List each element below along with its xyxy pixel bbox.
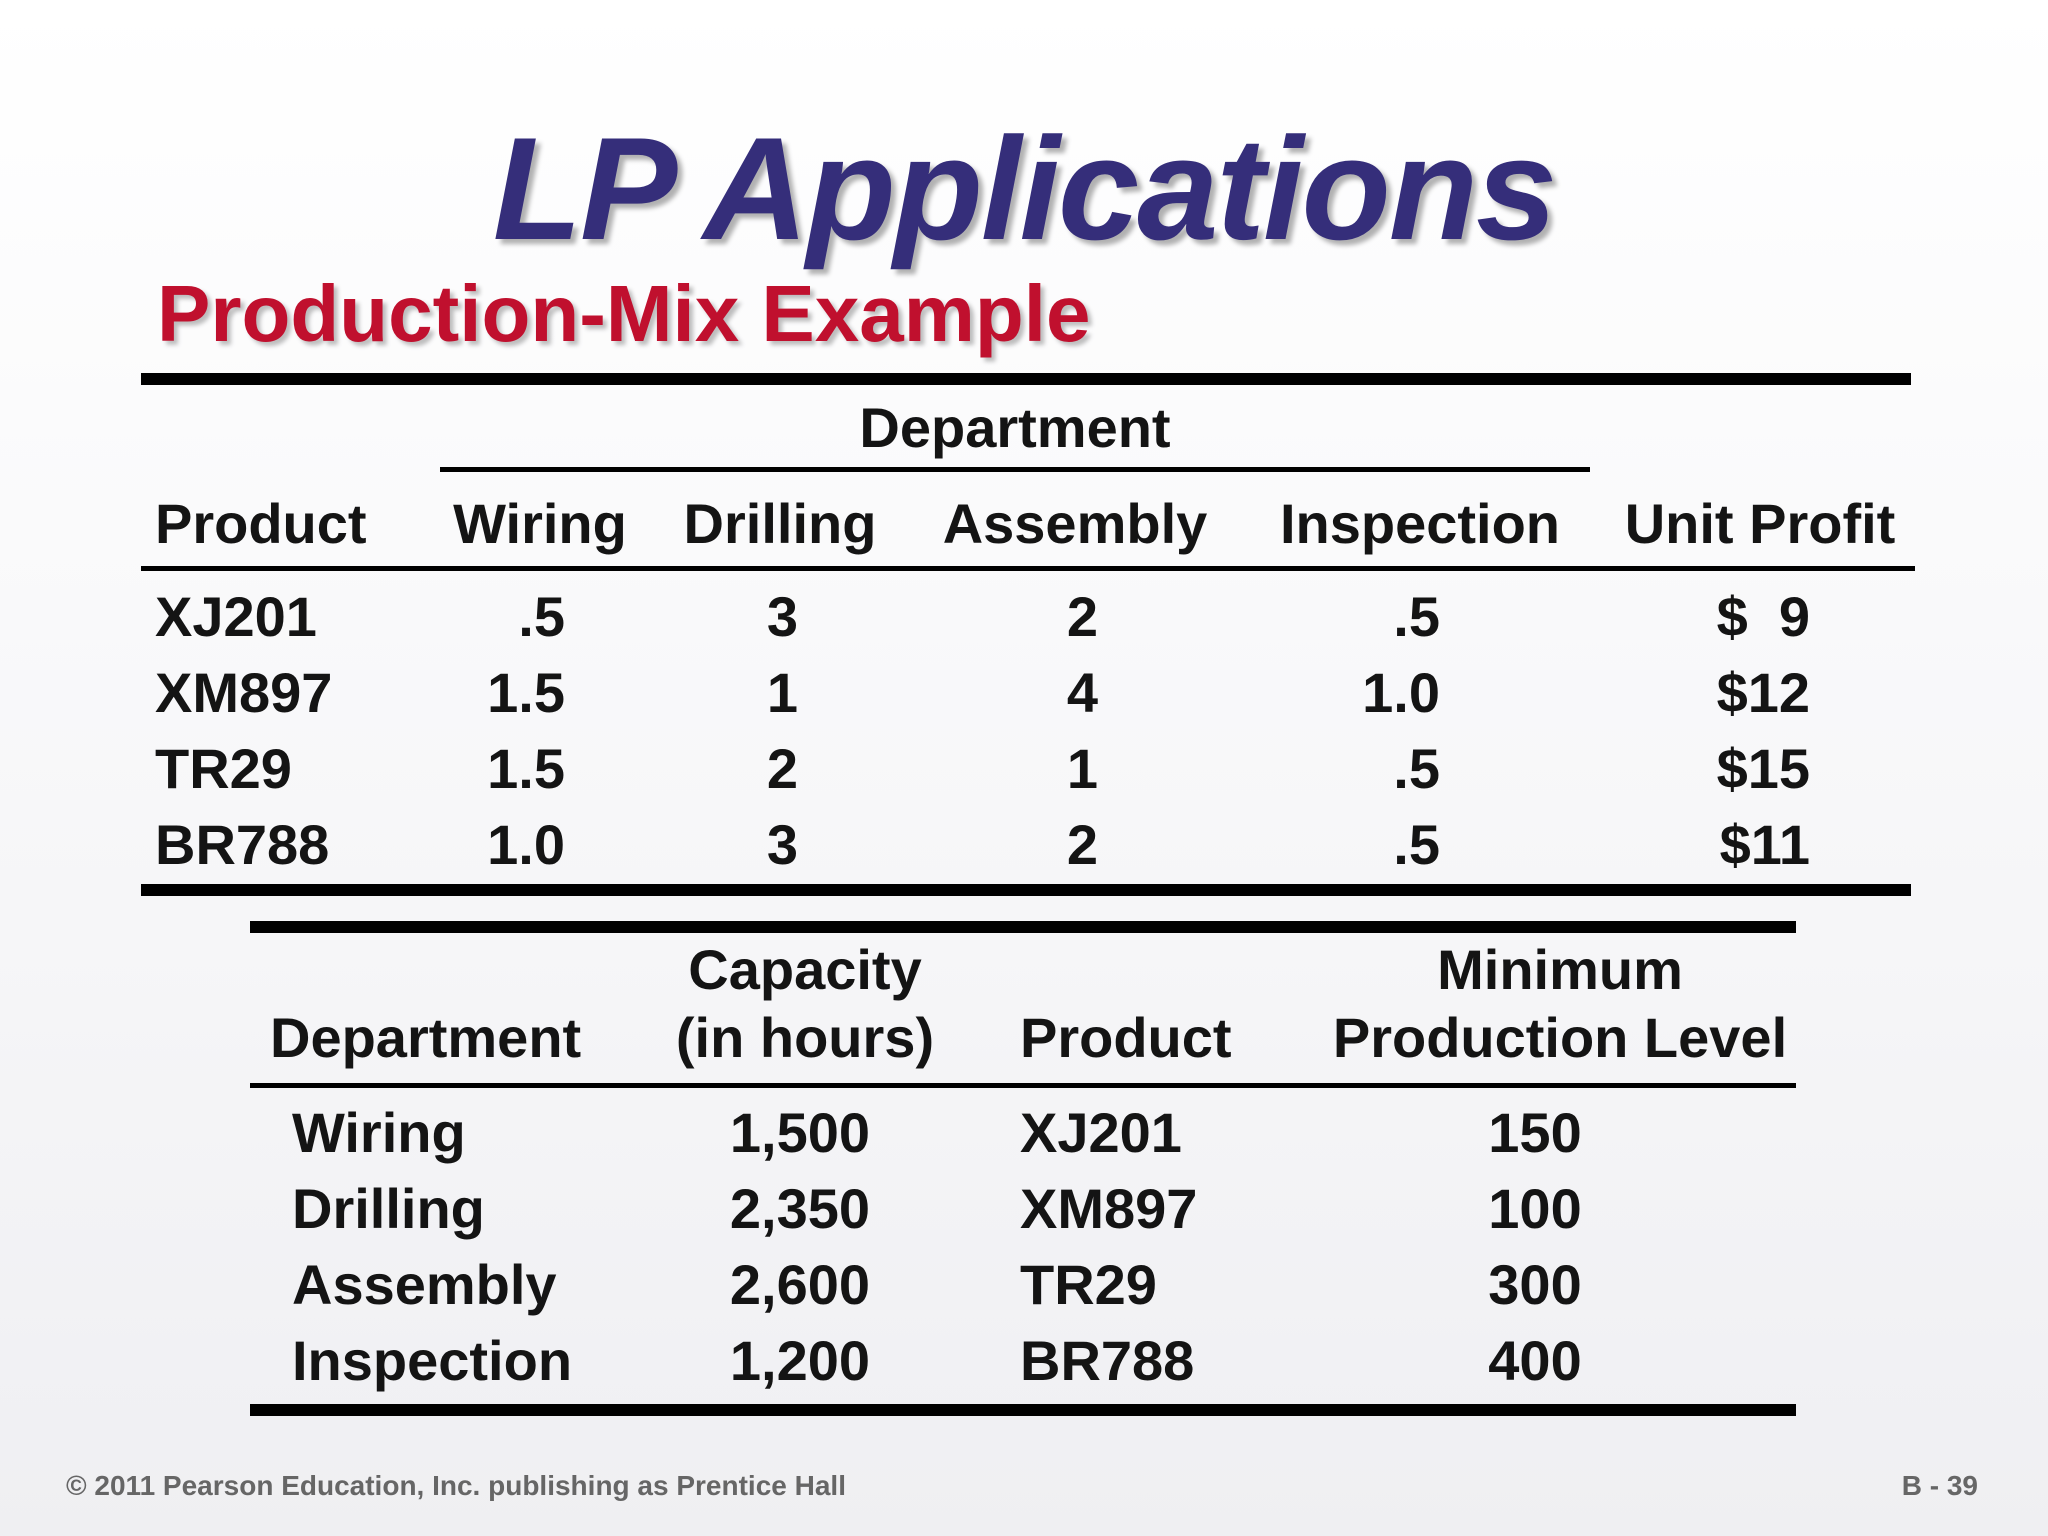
table1-top-rule (141, 373, 1911, 385)
header-capacity-line2: (in hours) (675, 1006, 935, 1069)
row-assembly: 4 (1066, 661, 1099, 724)
page-number: B - 39 (1901, 1470, 1978, 1501)
row-product: BR788 (155, 813, 330, 876)
row-wiring: 1.0 (487, 813, 565, 876)
row-product: TR29 (155, 737, 292, 800)
header-unit-profit: Unit Profit (1624, 492, 1896, 555)
row-unit-profit: $12 (1716, 661, 1810, 724)
header-department: Department (270, 1006, 582, 1069)
row-capacity: 1,500 (729, 1101, 870, 1164)
row-drilling: 1 (766, 661, 799, 724)
row-wiring: 1.5 (487, 737, 565, 800)
row-capacity: 2,600 (729, 1253, 870, 1316)
table2-top-rule (250, 921, 1796, 933)
row-department: Wiring (292, 1101, 466, 1164)
row-assembly: 1 (1066, 737, 1099, 800)
row-unit-profit: $ 9 (1716, 585, 1810, 648)
row-minimum: 100 (1488, 1177, 1582, 1240)
row-inspection: .5 (1393, 737, 1440, 800)
row-minimum: 150 (1488, 1101, 1582, 1164)
row-product: XM897 (155, 661, 333, 724)
row-department: Inspection (292, 1329, 573, 1392)
table1-header-rule (141, 566, 1915, 571)
row-assembly: 2 (1066, 813, 1099, 876)
row-inspection: 1.0 (1362, 661, 1440, 724)
row-unit-profit: $11 (1719, 813, 1810, 876)
row-inspection: .5 (1393, 813, 1440, 876)
row-drilling: 2 (766, 737, 799, 800)
header-product: Product (155, 492, 367, 555)
header-product: Product (1020, 1006, 1232, 1069)
header-minimum-line1: Minimum (1437, 938, 1683, 1001)
row-product: TR29 (1020, 1253, 1157, 1316)
table2-bottom-rule (250, 1404, 1796, 1416)
header-minimum-line2: Production Level (1332, 1006, 1788, 1069)
row-wiring: 1.5 (487, 661, 565, 724)
slide-subtitle: Production-Mix Example (157, 269, 1091, 358)
row-minimum: 300 (1488, 1253, 1582, 1316)
row-product: XJ201 (155, 585, 317, 648)
copyright-footer: © 2011 Pearson Education, Inc. publishing as Prentice Hall (66, 1470, 846, 1501)
row-product: BR788 (1020, 1329, 1195, 1392)
row-inspection: .5 (1393, 585, 1440, 648)
slide-title: LP Applications (492, 107, 1556, 270)
header-wiring: Wiring (453, 492, 627, 555)
row-product: XM897 (1020, 1177, 1198, 1240)
header-drilling: Drilling (683, 492, 877, 555)
row-drilling: 3 (766, 813, 799, 876)
department-group-rule (440, 467, 1590, 472)
row-capacity: 1,200 (729, 1329, 870, 1392)
row-assembly: 2 (1066, 585, 1099, 648)
row-department: Assembly (292, 1253, 557, 1316)
row-minimum: 400 (1488, 1329, 1582, 1392)
table2-header-rule (250, 1083, 1796, 1088)
row-unit-profit: $15 (1716, 737, 1810, 800)
header-assembly: Assembly (942, 492, 1208, 555)
header-inspection: Inspection (1279, 492, 1561, 555)
header-capacity-line1: Capacity (688, 938, 922, 1001)
department-group-header: Department (859, 396, 1171, 459)
row-wiring: .5 (518, 585, 565, 648)
row-department: Drilling (292, 1177, 485, 1240)
row-capacity: 2,350 (729, 1177, 870, 1240)
row-product: XJ201 (1020, 1101, 1182, 1164)
table1-bottom-rule (141, 884, 1911, 896)
row-drilling: 3 (766, 585, 799, 648)
